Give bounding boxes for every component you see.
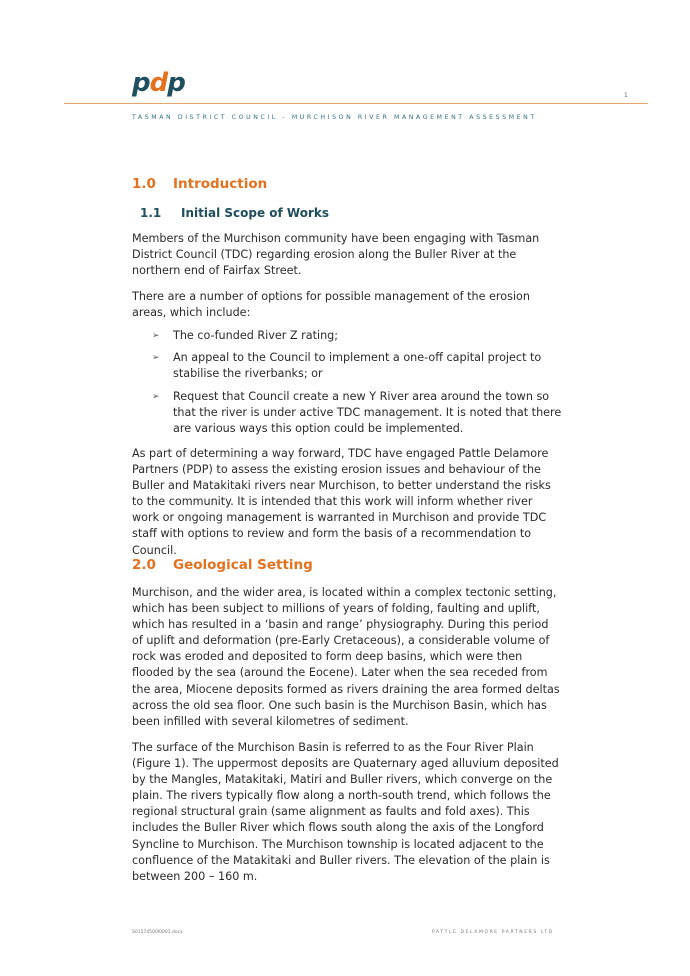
paragraph-tectonic-setting: Murchison, and the wider area, is located within a complex tectonic setting, which has been subject to millions of years of folding, faulting and uplift, which has resulted in a ‘basin and range’ physiography. During this period of uplift and deformation (pre-Early Cretaceous), a considerable volume of rock was eroded and deposited to form deep basins, which were then flooded by the sea (around the Eocene). Later when the sea receded from the area, Miocene deposits formed as rivers draining the area formed deltas across the old sea floor. One such basin is the Murchison Basin, which has been infilled with several kilometres of sediment. <box>132 586 560 728</box>
footer-company-name: PATTLE DELAMORE PARTNERS LTD <box>432 930 554 935</box>
section-title: Introduction <box>173 176 268 192</box>
section-number: 1.0 <box>132 176 156 192</box>
subsection-title: Initial Scope of Works <box>181 206 330 220</box>
bullet-text: The co-funded River Z rating; <box>173 329 339 342</box>
section-heading-introduction <box>132 176 267 192</box>
arrow-bullet-icon: ➢ <box>152 353 160 363</box>
arrow-bullet-icon: ➢ <box>152 392 160 402</box>
section-heading-geological-setting <box>132 557 313 573</box>
header-divider <box>64 103 648 104</box>
subsection-heading-scope <box>140 206 329 220</box>
running-header: TASMAN DISTRICT COUNCIL - MURCHISON RIVER MANAGEMENT ASSESSMENT <box>132 114 537 121</box>
paragraph-four-river-plain: The surface of the Murchison Basin is referred to as the Four River Plain (Figure 1). The uppermost deposits are Quaternary aged alluvium deposited by the Mangles, Matakitaki, Matiri and Buller rivers, which converge on the plain. The rivers typically flow along a north-south trend, which follows the regional structural grain (same alignment as faults and fold axes). This includes the Buller River which flows south along the axis of the Longford Syncline to Murchison. The Murchison township is located adjacent to the confluence of the Matakitaki and Buller rivers. The elevation of the plain is between 200 – 160 m. <box>132 741 559 883</box>
paragraph-options: There are a number of options for possible management of the erosion areas, which include: <box>132 290 530 320</box>
section-title: Geological Setting <box>173 557 313 573</box>
section-number: 2.0 <box>132 557 156 573</box>
logo-letter-p2: p <box>167 68 185 98</box>
footer-document-reference: S01574500I0001.docx <box>132 930 183 935</box>
paragraph-community: Members of the Murchison community have been engaging with Tasman District Council (TDC) regarding erosion along the Buller River at the northern end of Fairfax Street. <box>132 232 540 278</box>
pdp-logo <box>132 70 185 96</box>
arrow-bullet-icon: ➢ <box>152 331 160 341</box>
logo-letter-d: d <box>149 68 168 98</box>
paragraph-pdp-engagement: As part of determining a way forward, TDC have engaged Pattle Delamore Partners (PDP) to assess the existing erosion issues and behaviour of the Buller and Matakitaki rivers near Murchison, to better understand the risks to the community. It is intended that this work will inform whether river work or ongoing management is warranted in Murchison and provide TDC staff with options to review and form the basis of a recommendation to Council. <box>132 447 551 557</box>
subsection-number: 1.1 <box>140 206 162 220</box>
bullet-text: An appeal to the Council to implement a one-off capital project to stabilise the riverbanks; or <box>173 351 542 381</box>
bullet-text: Request that Council create a new Y River area around the town so that the river is under active TDC management. It is noted that there are various ways this option could be implemented. <box>173 390 562 436</box>
page-number: 1 <box>624 92 628 99</box>
logo-letter-p1: p <box>132 68 150 98</box>
